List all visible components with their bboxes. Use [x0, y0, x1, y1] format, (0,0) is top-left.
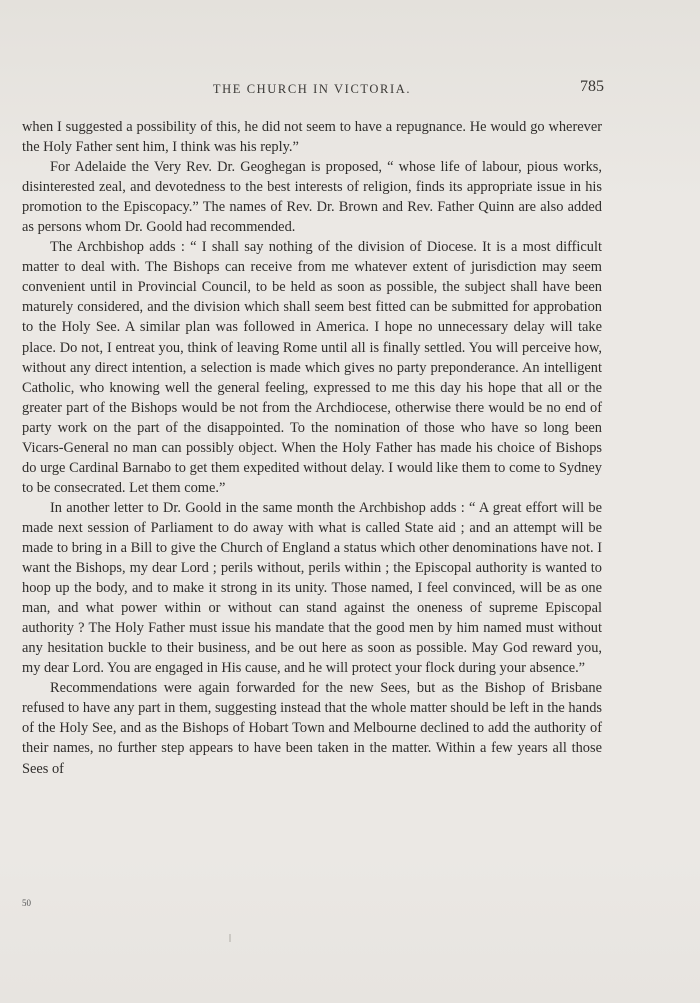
page-header — [20, 78, 604, 102]
paragraph-2: For Adelaide the Very Rev. Dr. Geoghegan is proposed, “ whose life of labour, pious works, disinterested zeal, and devotedness to the best interests of religion, finds its appropriate issue in his promotion to the Episcopacy.” The names of Rev. Dr. Brown and Rev. Father Quinn are also added as persons whom Dr. Goold had recommended. — [22, 159, 602, 236]
paper-speck — [229, 934, 231, 942]
paragraph-1: when I suggested a possibility of this, he did not seem to have a repugnance. He would go wherever the Holy Father sent him, I think was his reply.” — [22, 119, 602, 156]
paragraph-5: Recommendations were again forwarded for the new Sees, but as the Bishop of Brisbane refused to have any part in them, suggesting instead that the whole matter should be left in the hands of the Holy See, and as the Bishops of Hobart Town and Melbourne declined to add the authority of their names, no further step appears to have been taken in the matter. Within a few years all those Sees of — [22, 680, 602, 777]
signature-mark: 50 — [22, 898, 31, 908]
paragraph-4: In another letter to Dr. Goold in the same month the Archbishop adds : “ A great effort will be made next session of Parliament to do away with what is called State aid ; and an attempt will be made to bring in a Bill to give the Church of England a status which other denominations have not. I want the Bishops, my dear Lord ; perils without, perils within ; the Episcopal authority is wanted to hoop up the body, and to make it strong in its unity. Those named, I feel convinced, will be as one man, and what power within or without can stand against the oneness of supreme Episcopal authority ? The Holy Father must issue his mandate that the good men by him named must without any hesitation buckle to their business, and be out here as soon as possible. May God reward you, my dear Lord. You are engaged in His cause, and he will protect your flock during your absence.” — [22, 499, 602, 677]
paragraph-3: The Archbishop adds : “ I shall say nothing of the division of Diocese. It is a most difficult matter to deal with. The Bishops can receive from me whatever extent of jurisdiction may seem convenient until in Provincial Council, to be held as soon as possible, the subject shall have been maturely considered, and the division which shall seem best fitted can be submitted for approbation to the Holy See. A similar plan was followed in America. I hope no unnecessary delay will take place. Do not, I entreat you, think of leaving Rome until all is finally settled. You will perceive how, without any direct intention, a selection is made which gives no party preponderance. An intelligent Catholic, who knowing well the general feeling, expressed to me this day his hope that all or the greater part of the Bishops would be not from the Archdiocese, otherwise there would be no end of party work on the part of the disappointed. To the nomination of those who have so long been Vicars-General no man can possibly object. When the Holy Father has made his choice of Bishops do urge Cardinal Barnabo to get them expedited without delay. I would like them to come to Sydney to be consecrated. Let them come.” — [22, 239, 602, 496]
page-number: 785 — [580, 78, 604, 95]
running-title: THE CHURCH IN VICTORIA. — [212, 82, 412, 96]
body-text — [22, 117, 602, 779]
